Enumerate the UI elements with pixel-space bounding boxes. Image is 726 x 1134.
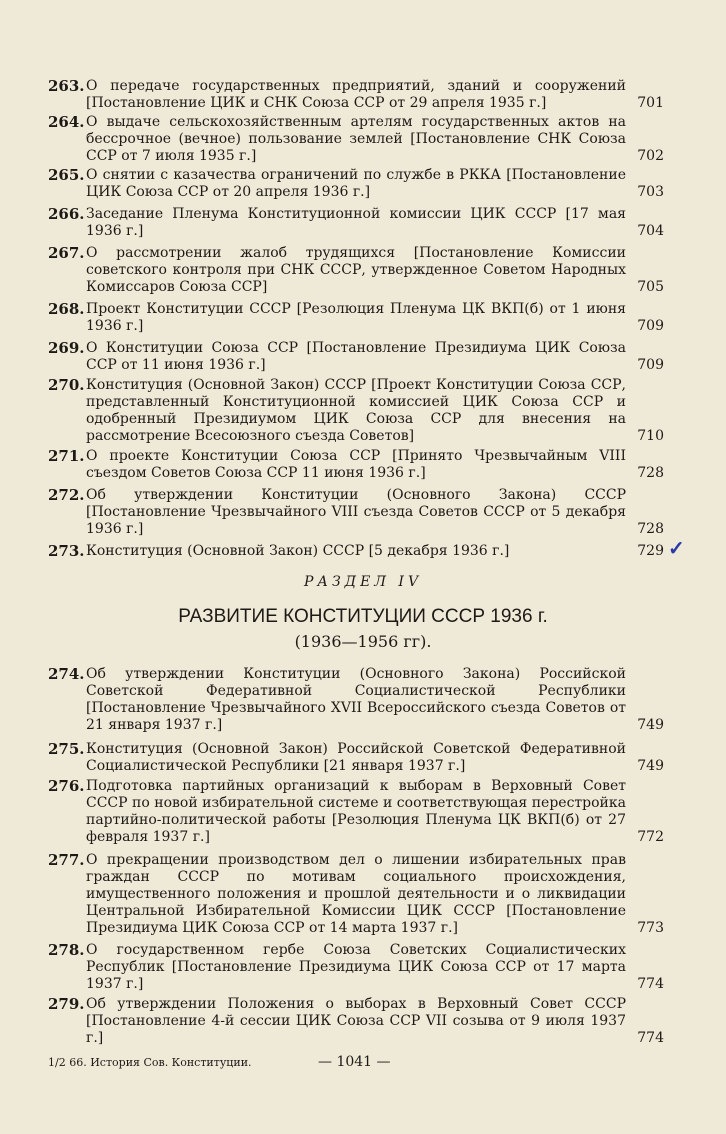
entry-number: 274.: [48, 665, 85, 683]
entry-page: 749: [637, 758, 664, 774]
section-years: (1936—1956 гг).: [294, 632, 432, 651]
entry-page: 728: [637, 521, 664, 537]
entry-number: 277.: [48, 851, 85, 869]
entry-number: 265.: [48, 166, 85, 184]
entry-page: 773: [637, 920, 664, 936]
entry-text: Проект Конституции СССР [Резолюция Пленума ЦК ВКП(б) от 1 июня 1936 г.]: [86, 301, 626, 334]
page-folio: — 1041 —: [318, 1054, 391, 1070]
entry-text: Об утверждении Конституции (Основного Закона) СССР [Постановление Чрезвычайного VIII съезда Советов СССР от 5 декабря 1936 г.]: [86, 487, 626, 537]
entry-number: 273.: [48, 542, 85, 560]
entry-page: 709: [637, 357, 664, 373]
entry-page: 702: [637, 148, 664, 164]
entry-number: 272.: [48, 486, 85, 504]
entry-text: О выдаче сельскохозяйственным артелям государственных актов на бессрочное (вечное) пользование землей [Постановление СНК Союза ССР от 7 июля 1935 г.]: [86, 114, 626, 164]
entry-page: 704: [637, 223, 664, 239]
entry-page: 703: [637, 184, 664, 200]
entry-page: 705: [637, 279, 664, 295]
entry-number: 269.: [48, 339, 85, 357]
entry-page: 710: [637, 428, 664, 444]
entry-text: Подготовка партийных организаций к выборам в Верховный Совет СССР по новой избирательной системе и соответствующая перестройка партийно-политической работы [Резолюция Пленума ЦК ВКП(б) от 27 февраля 1937 г.]: [86, 778, 626, 845]
entry-text: О передаче государственных предприятий, зданий и сооружений [Постановление ЦИК и СНК Союза ССР от 29 апреля 1935 г.]: [86, 78, 626, 111]
entry-page: 728: [637, 465, 664, 481]
entry-page: 774: [637, 976, 664, 992]
entry-text: О прекращении производством дел о лишении избирательных прав граждан СССР по мотивам социального происхождения, имущественного положения и прошлой деятельности и о ликвидации Центральной Избирательной Комиссии ЦИК СССР [Постановление Президиума ЦИК Союза ССР от 14 марта 1937 г.]: [86, 852, 626, 936]
entry-number: 267.: [48, 244, 85, 262]
pencil-check-icon: ✓: [668, 536, 685, 560]
entry-text: Об утверждении Положения о выборах в Верховный Совет СССР [Постановление 4-й сессии ЦИК Союза ССР VII созыва от 9 июля 1937 г.]: [86, 996, 626, 1046]
entry-text: Об утверждении Конституции (Основного Закона) Российской Советской Федеративной Социалистической Республики [Постановление Чрезвычайного XVII Всероссийского съезда Советов от 21 января 1937 г.]: [86, 666, 626, 733]
entry-page: 774: [637, 1030, 664, 1046]
entry-page: 729: [637, 543, 664, 559]
entry-text: Конституция (Основной Закон) СССР [Проект Конституции Союза ССР, представленный Конституционной комиссией ЦИК Союза ССР и одобренный Президиумом ЦИК Союза ССР для внесения на рассмотрение Всесоюзного съезда Советов]: [86, 377, 626, 444]
entry-number: 271.: [48, 447, 85, 465]
entry-page: 749: [637, 717, 664, 733]
entry-text: О снятии с казачества ограничений по службе в РККА [Постановление ЦИК Союза ССР от 20 апреля 1936 г.]: [86, 167, 626, 200]
entry-text: О проекте Конституции Союза ССР [Принято Чрезвычайным VIII съездом Советов Союза ССР 11 июня 1936 г.]: [86, 448, 626, 481]
section-label: РАЗДЕЛ IV: [303, 574, 423, 590]
entry-text: О рассмотрении жалоб трудящихся [Постановление Комиссии советского контроля при СНК СССР, утвержденное Советом Народных Комиссаров Союза ССР]: [86, 245, 626, 295]
entry-number: 264.: [48, 113, 85, 131]
entry-text: Конституция (Основной Закон) Российской Советской Федеративной Социалистической Республики [21 января 1937 г.]: [86, 741, 626, 774]
entry-text: О государственном гербе Союза Советских Социалистических Республик [Постановление Президиума ЦИК Союза ССР от 17 марта 1937 г.]: [86, 942, 626, 992]
entry-page: 701: [637, 95, 664, 111]
entry-number: 270.: [48, 376, 85, 394]
entry-page: 709: [637, 318, 664, 334]
entry-number: 276.: [48, 777, 85, 795]
entry-text: Заседание Пленума Конституционной комиссии ЦИК СССР [17 мая 1936 г.]: [86, 206, 626, 239]
section-title: РАЗВИТИЕ КОНСТИТУЦИИ СССР 1936 г.: [178, 606, 548, 627]
entry-text: Конституция (Основной Закон) СССР [5 декабря 1936 г.]: [86, 543, 510, 559]
entry-number: 278.: [48, 941, 85, 959]
entry-number: 263.: [48, 77, 85, 95]
footer-signature: 1/2 66. История Сов. Конституции.: [48, 1056, 252, 1069]
entry-number: 266.: [48, 205, 85, 223]
entry-number: 279.: [48, 995, 85, 1013]
entry-text: О Конституции Союза ССР [Постановление Президиума ЦИК Союза ССР от 11 июня 1936 г.]: [86, 340, 626, 373]
entry-number: 275.: [48, 740, 85, 758]
entry-page: 772: [637, 829, 664, 845]
entry-number: 268.: [48, 300, 85, 318]
